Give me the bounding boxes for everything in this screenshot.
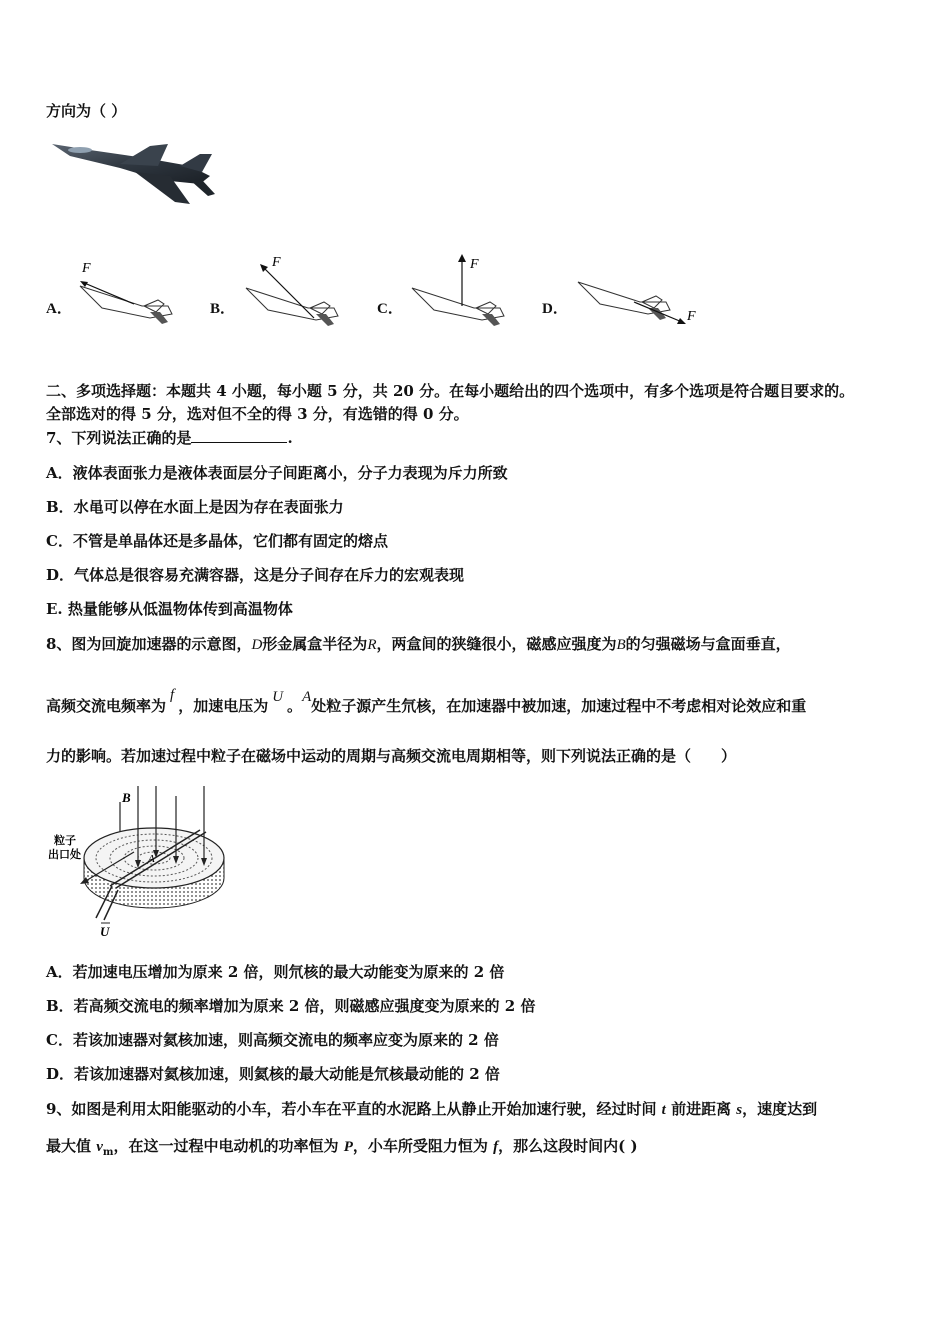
q9-stem-line1 bbox=[46, 1099, 817, 1120]
q9-text-1c: ，速度达到 bbox=[742, 1100, 818, 1118]
q7-option-b: B．水黾可以停在水面上是因为存在表面张力 bbox=[46, 498, 344, 516]
q6-option-d-label: D． bbox=[542, 301, 568, 317]
q8-option-a: A．若加速电压增加为原来 2 倍，则氘核的最大动能变为原来的 2 倍 bbox=[46, 963, 505, 981]
q6-option-c-label: C． bbox=[377, 301, 403, 317]
q8-option-b: B．若高频交流电的频率增加为原来 2 倍，则磁感应强度变为原来的 2 倍 bbox=[46, 997, 536, 1015]
q8-stem-line3: 力的影响。若加速过程中粒子在磁场中运动的周期与高频交流电周期相等，则下列说法正确的是（ ） bbox=[46, 747, 737, 765]
q7-stem-end: . bbox=[287, 429, 293, 447]
force-label-b: F bbox=[272, 255, 281, 270]
q6-option-a-label: A． bbox=[46, 301, 72, 317]
q7-stem-text: 7、下列说法正确的是 bbox=[46, 429, 192, 447]
q6-option-b-figure bbox=[238, 250, 348, 332]
q9-text-2c: ，小车所受阻力恒为 bbox=[352, 1137, 494, 1155]
q7-option-c: C．不管是单晶体还是多晶体，它们都有固定的熔点 bbox=[46, 532, 388, 550]
q9-symbol-f: f bbox=[493, 1139, 499, 1155]
q9-stem-line2 bbox=[46, 1136, 638, 1163]
q8-text-1c: ，两盒间的狭缝很小，磁感应强度为 bbox=[376, 635, 617, 653]
q8-text-1d: 的匀强磁场与盒面垂直， bbox=[625, 635, 791, 653]
section2-heading-line2: 全部选对的得 5 分，选对但不全的得 3 分，有选错的得 0 分。 bbox=[46, 405, 469, 423]
section2-heading-line1: 二、多项选择题：本题共 4 小题，每小题 5 分，共 20 分。在每小题给出的四个选项中，有多个选项是符合题目要求的。 bbox=[46, 382, 855, 400]
q6-option-b-label: B． bbox=[210, 301, 236, 317]
q8-symbol-b: B bbox=[616, 637, 626, 653]
force-arrow-d bbox=[634, 302, 682, 322]
q8-symbol-u: U bbox=[272, 689, 284, 705]
q8-symbol-r: R bbox=[367, 637, 377, 653]
force-label-d: F bbox=[687, 309, 696, 324]
q9-symbol-v-sub: m bbox=[102, 1147, 114, 1158]
cyclotron-label-u: U bbox=[100, 924, 110, 939]
q6-option-a-figure bbox=[72, 256, 182, 332]
q8-text-2a: 高频交流电频率为 bbox=[46, 697, 167, 715]
q8-text-1a: 8、图为回旋加速器的示意图， bbox=[46, 635, 252, 653]
q8-text-1b: 形金属盒半径为 bbox=[262, 635, 368, 653]
cyclotron-label-exit-1: 粒子 bbox=[54, 835, 76, 847]
q6-stem-tail: 方向为（ ） bbox=[46, 102, 127, 120]
q9-text-2b: ，在这一过程中电动机的功率恒为 bbox=[113, 1137, 344, 1155]
cyclotron-figure bbox=[44, 782, 234, 942]
q6-option-c-figure bbox=[404, 250, 514, 332]
q8-stem-line1 bbox=[46, 634, 791, 655]
q9-symbol-p: P bbox=[343, 1139, 353, 1155]
q8-symbol-d: D bbox=[251, 637, 263, 653]
q8-text-2c: 。 bbox=[287, 697, 303, 715]
q8-option-c: C．若该加速器对氦核加速，则高频交流电的频率应变为原来的 2 倍 bbox=[46, 1031, 499, 1049]
q7-answer-blank bbox=[191, 428, 287, 443]
q6-option-d-figure bbox=[570, 270, 700, 334]
q9-symbol-t: t bbox=[661, 1102, 666, 1118]
cyclotron-label-b: B bbox=[122, 790, 131, 805]
cyclotron-label-exit-2: 出口处 bbox=[48, 849, 81, 861]
q8-text-2d: 处粒子源产生氘核，在加速器中被加速，加速过程中不考虑相对论效应和重 bbox=[311, 697, 807, 715]
q8-text-2b: ，加速电压为 bbox=[178, 697, 269, 715]
q7-option-a: A．液体表面张力是液体表面层分子间距离小，分子力表现为斥力所致 bbox=[46, 464, 508, 482]
q9-text-1b: 前进距离 bbox=[665, 1100, 737, 1118]
q7-option-d: D．气体总是很容易充满容器，这是分子间存在斥力的宏观表现 bbox=[46, 566, 465, 584]
jet-image bbox=[50, 136, 215, 208]
q8-option-d: D．若该加速器对氦核加速，则氦核的最大动能是氘核最动能的 2 倍 bbox=[46, 1065, 500, 1083]
q9-text-2d: ，那么这段时间内( ) bbox=[498, 1137, 638, 1155]
q9-symbol-v: v bbox=[96, 1139, 103, 1155]
q9-text-1a: 9、如图是利用太阳能驱动的小车，若小车在平直的水泥路上从静止开始加速行驶，经过时间 bbox=[46, 1100, 662, 1118]
force-arrow-a bbox=[82, 282, 134, 304]
force-label-c: F bbox=[470, 257, 479, 272]
q7-stem bbox=[46, 428, 293, 448]
force-label-a: F bbox=[82, 261, 91, 276]
q9-text-2a: 最大值 bbox=[46, 1137, 97, 1155]
q9-symbol-s: s bbox=[736, 1102, 743, 1118]
q7-option-e: E. 热量能够从低温物体传到高温物体 bbox=[46, 600, 293, 618]
q8-symbol-a: A bbox=[302, 689, 312, 705]
q8-symbol-f: f bbox=[170, 687, 175, 703]
q8-stem-line2 bbox=[46, 687, 807, 717]
cyclotron-label-a: A bbox=[148, 853, 155, 865]
